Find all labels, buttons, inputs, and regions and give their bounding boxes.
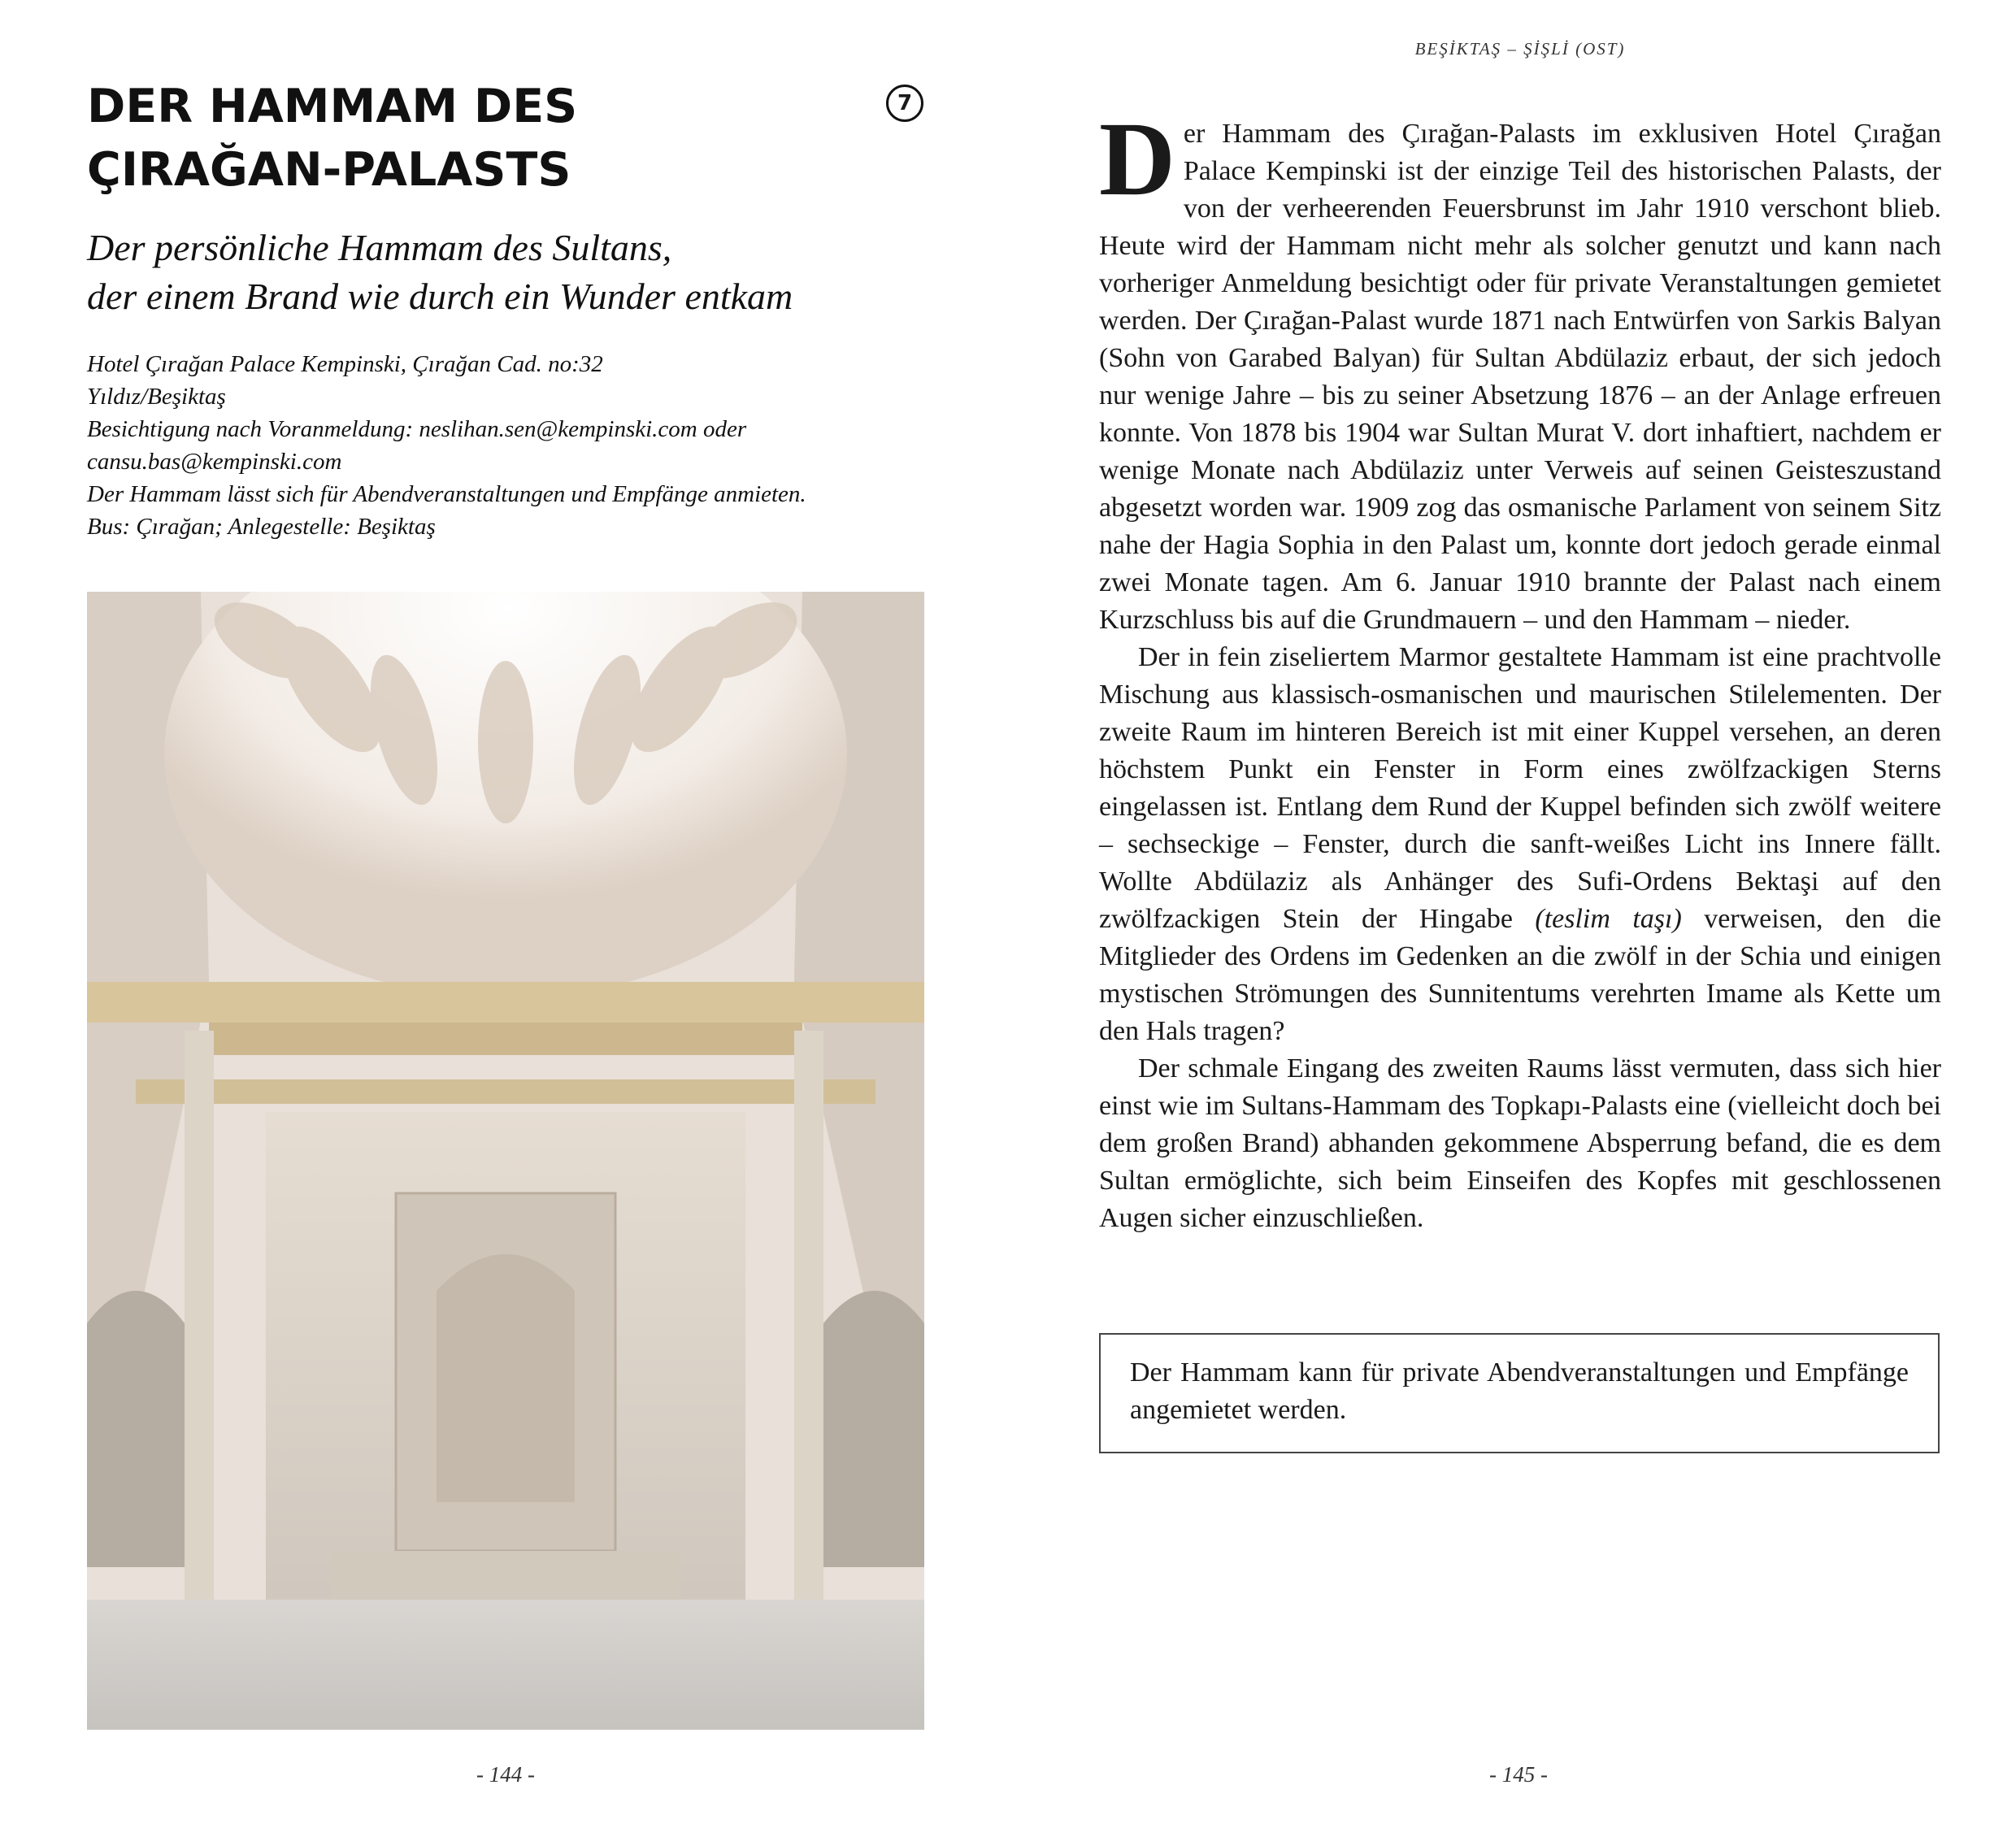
article-subtitle [87,224,941,321]
article-title [87,75,819,202]
drop-cap: D [1099,101,1175,218]
left-arch [87,1291,185,1567]
paragraph-1-text: er Hammam des Çırağan-Palasts im exklusiven Hotel Çırağan Palace Kempinski ist der einzige Teil des historischen Palasts, der von der verheerenden Feuersbrunst im Jahr 1910 verschont blieb. Heute wird der Hammam nicht mehr als solcher genutzt und kann nach vorheriger Anmeldung besichtigt oder für private Veranstaltungen gemietet werden. Der Çırağan-Palast wurde 1871 nach Entwürfen von Sarkis Balyan (Sohn von Garabed Balyan) für Sultan Abdülaziz erbaut, der sich jedoch nur wenige Jahre – bis zu seiner Absetzung 1876 – an der Anlage erfreuen konnte. Von 1878 bis 1904 war Sultan Murat V. dort inhaftiert, nachdem er wenige Monate nach Abdülaziz unter Verweis auf seinen Geisteszustand abgesetzt worden war. 1909 zog das osmanische Parlament von seinem Sitz nahe der Hagia Sophia in den Palast um, konnte dort jedoch gerade einmal zwei Monate tagen. Am 6. Januar 1910 brannte der Palast nach einem Kurzschluss bis auf die Grundmauern – und den Hammam – nieder. [1099,119,1941,635]
page-number-right: - 145 - [1489,1762,1548,1787]
marble-floor [87,1600,924,1730]
paragraph-3: Der schmale Eingang des zweiten Raums lässt vermuten, dass sich hier einst wie im Sultans-Hammam des Topkapı-Palasts eine (vielleicht doch bei dem großen Brand) abhanden gekommene Absperrung befand, die es dem Sultan ermöglichte, sich beim Einseifen des Kopfes mit geschlossenen Augen sicher einzuschließen. [1099,1053,1941,1233]
gold-frieze-upper [87,982,924,1023]
cornice [136,1079,875,1104]
paragraph-1 [1099,101,1941,639]
info-box: Der Hammam kann für private Abendveranstaltungen und Empfänge angemietet werden. [1099,1333,1940,1453]
running-header: BEŞİKTAŞ – ŞİŞLİ (OST) [1414,39,1626,59]
hammam-illustration [87,592,924,1730]
niche-arch [437,1254,575,1502]
paragraph-2-text-b: verweisen, den die Mitglieder des Ordens im Gedenken an die zwölf in der Schia und einigen mystischen Strömungen des Sunnitentums verehrten Imame als Kette um den Hals tragen? [1099,904,1941,1046]
page-number-left: - 144 - [476,1762,535,1787]
subtitle-line-1: Der persönliche Hammam des Sultans, [87,227,672,268]
title-line-2: ÇIRAĞAN-PALASTS [87,143,571,197]
entry-number-badge: 7 [886,85,923,122]
hammam-photo [87,592,924,1730]
paragraph-2 [1099,639,1941,1050]
right-column [794,1031,823,1600]
practical-info [87,348,965,543]
title-line-1: DER HAMMAM DES [87,80,578,133]
info-transport: Bus: Çırağan; Anlegestelle: Beşiktaş [87,514,436,540]
info-address: Hotel Çırağan Palace Kempinski, Çırağan Cad. no:32 [87,351,603,377]
info-visit-2: cansu.bas@kempinski.com [87,449,342,475]
info-district: Yıldız/Beşiktaş [87,384,226,410]
basin-platform [331,1551,680,1600]
left-column [185,1031,214,1600]
subtitle-line-2: der einem Brand wie durch ein Wunder entkam [87,276,793,317]
info-visit-1: Besichtigung nach Voranmeldung: neslihan.sen@kempinski.com oder [87,416,747,442]
gold-frieze-lower [209,1023,802,1055]
article-body [1099,101,1941,1237]
right-arch [823,1291,924,1567]
paragraph-2-text-a: Der in fein ziseliertem Marmor gestaltete Hammam ist eine prachtvolle Mischung aus klassisch-osmanischen und maurischen Stilelementen. Der zweite Raum im hinteren Bereich ist mit einer Kuppel versehen, an deren höchstem Punkt ein Fenster in Form eines zwölfzackigen Sterns eingelassen ist. Entlang dem Rund der Kuppel befinden sich zwölf weitere – sechseckige – Fenster, durch die sanft-weißes Licht ins Innere fällt. Wollte Abdülaziz als Anhänger des Sufi-Ordens Bektaşi auf den zwölfzackigen Stein der Hingabe [1099,642,1941,934]
info-rental: Der Hammam lässt sich für Abendveranstaltungen und Empfänge anmieten. [87,481,806,507]
paragraph-2-italic: (teslim taşı) [1535,904,1682,934]
